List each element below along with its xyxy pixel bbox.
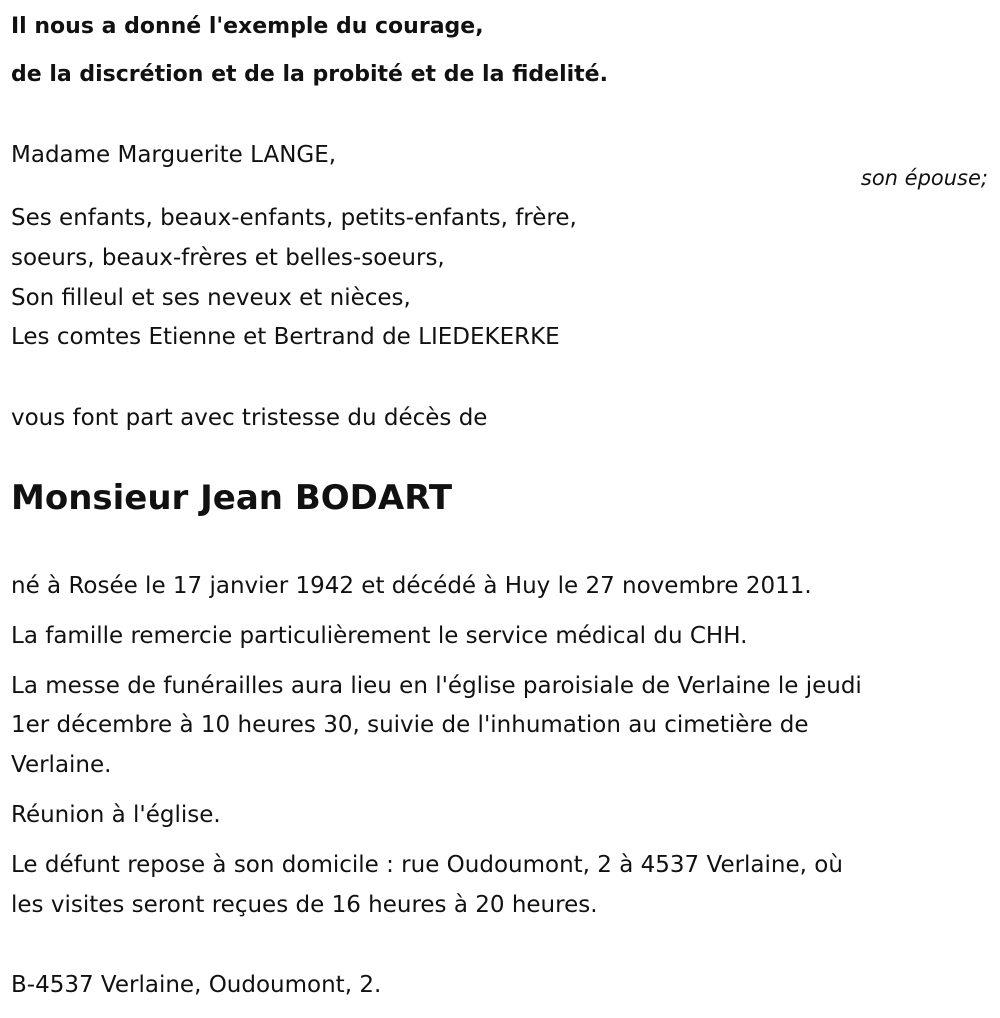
funeral-line-3: Verlaine. [11, 752, 112, 778]
header-quote-line-1: Il nous a donné l'exemple du courage, [11, 14, 484, 39]
deceased-name: Monsieur Jean BODART [11, 478, 453, 518]
birth-death-text: né à Rosée le 17 janvier 1942 et décédé à Huy le 27 novembre 2011. [11, 573, 812, 599]
widow-name: Madame Marguerite LANGE, [11, 142, 337, 168]
funeral-line-2: 1er décembre à 10 heures 30, suivie de l'inhumation au cimetière de [11, 712, 809, 738]
family-line-3: Son filleul et ses neveux et nièces, [11, 285, 411, 311]
widow-role: son épouse; [860, 166, 988, 190]
thanks-text: La famille remercie particulièrement le service médical du CHH. [11, 623, 748, 649]
funeral-line-1: La messe de funérailles aura lieu en l'église paroisiale de Verlaine le jeudi [11, 673, 862, 699]
meeting-text: Réunion à l'église. [11, 802, 221, 828]
family-line-2: soeurs, beaux-frères et belles-soeurs, [11, 245, 445, 271]
announcement-text: vous font part avec tristesse du décès de [11, 405, 488, 431]
family-line-4: Les comtes Etienne et Bertrand de LIEDEKERKE [11, 324, 560, 350]
visit-line-2: les visites seront reçues de 16 heures à 20 heures. [11, 892, 598, 918]
header-quote-line-2: de la discrétion et de la probité et de la fidelité. [11, 62, 608, 87]
family-line-1: Ses enfants, beaux-enfants, petits-enfants, frère, [11, 205, 577, 231]
visit-line-1: Le défunt repose à son domicile : rue Oudoumont, 2 à 4537 Verlaine, où [11, 852, 843, 878]
address-text: B-4537 Verlaine, Oudoumont, 2. [11, 972, 382, 998]
